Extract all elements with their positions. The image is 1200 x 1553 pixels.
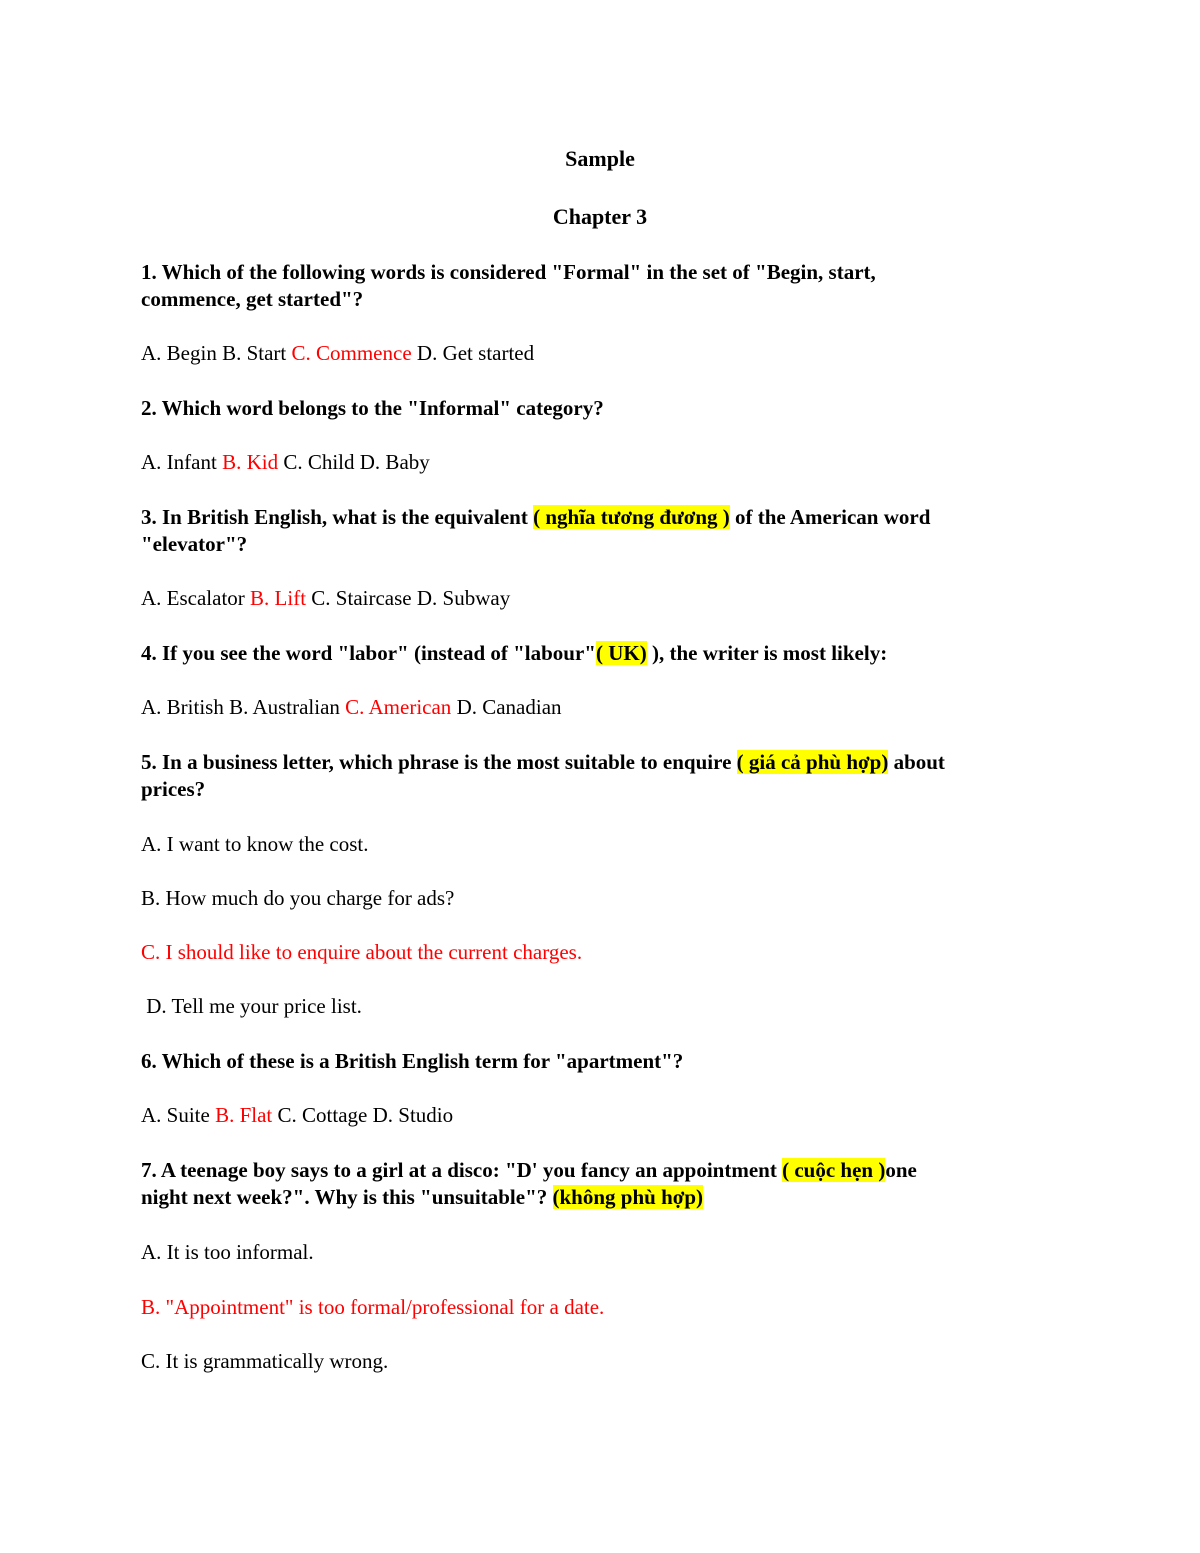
option-a: A. Escalator (141, 586, 245, 610)
option-a: A. British (141, 695, 224, 719)
option-d: D. Baby (359, 450, 430, 474)
option-c: C. Staircase (311, 586, 412, 610)
question-5-pre: 5. In a business letter, which phrase is the most suitable to enquire (141, 750, 737, 774)
question-7-pre: 7. A teenage boy says to a girl at a disco: "D' you fancy an appointment (141, 1158, 783, 1182)
option-a: A. Suite (141, 1103, 210, 1127)
question-7-post: one (885, 1158, 917, 1182)
question-4-post: ), the writer is most likely: (646, 641, 888, 665)
question-7-line2-pre: night next week?". Why is this "unsuitable"? (141, 1185, 553, 1209)
question-7-option-a: A. It is too informal. (141, 1240, 314, 1264)
question-4-options (141, 694, 562, 721)
question-7-text-line2 (141, 1184, 1061, 1211)
chapter-heading: Chapter 3 (552, 204, 648, 229)
option-d: D. Get started (416, 341, 535, 365)
option-d: D. Canadian (456, 695, 562, 719)
question-5-translation-highlight: ( giá cả phù hợp) (736, 750, 889, 774)
option-b-correct: B. Flat (215, 1103, 273, 1127)
question-2-options (141, 449, 430, 476)
option-c: C. Child (283, 450, 355, 474)
option-b: B. Australian (229, 695, 340, 719)
question-6-text: 6. Which of these is a British English term for "apartment"? (141, 1049, 684, 1073)
question-3-text-line2: "elevator"? (141, 532, 248, 556)
question-1-text-line1: 1. Which of the following words is considered "Formal" in the set of "Begin, start, (141, 260, 876, 284)
question-3-post: of the American word (729, 505, 931, 529)
question-4-translation-highlight: ( UK) (595, 641, 647, 665)
question-3-text-line1 (141, 504, 1061, 531)
question-5-option-b: B. How much do you charge for ads? (141, 886, 455, 910)
question-4-text (141, 640, 1061, 667)
option-c: C. Cottage (277, 1103, 368, 1127)
option-d: D. Subway (416, 586, 511, 610)
question-3-pre: 3. In British English, what is the equivalent (141, 505, 534, 529)
question-5-option-a: A. I want to know the cost. (141, 832, 369, 856)
question-7-option-c: C. It is grammatically wrong. (141, 1349, 389, 1373)
question-7-option-b-correct: B. "Appointment" is too formal/professional for a date. (141, 1295, 605, 1319)
question-3-translation-highlight: ( nghĩa tương đương ) (533, 505, 730, 529)
option-b-correct: B. Lift (250, 586, 307, 610)
question-1-text-line2: commence, get started"? (141, 287, 364, 311)
question-5-option-c-correct: C. I should like to enquire about the current charges. (141, 940, 583, 964)
option-c-correct: C. American (345, 695, 452, 719)
question-4-pre: 4. If you see the word "labor" (instead of "labour" (141, 641, 596, 665)
question-3-options (141, 585, 510, 612)
option-a: A. Begin (141, 341, 217, 365)
question-7-translation-highlight: ( cuộc hẹn ) (782, 1158, 886, 1182)
option-a: A. Infant (141, 450, 217, 474)
question-5-text-line2: prices? (141, 777, 206, 801)
question-1-options (141, 340, 534, 367)
question-5-post: about (888, 750, 945, 774)
option-d: D. Studio (372, 1103, 454, 1127)
question-2-text: 2. Which word belongs to the "Informal" category? (141, 396, 604, 420)
question-5-option-d: D. Tell me your price list. (141, 994, 362, 1018)
question-7-line2-highlight: (không phù hợp) (552, 1185, 704, 1209)
option-c-correct: C. Commence (291, 341, 412, 365)
document-title: Sample (565, 146, 635, 171)
option-b-correct: B. Kid (222, 450, 279, 474)
question-6-options (141, 1102, 453, 1129)
question-5-text-line1 (141, 749, 1061, 776)
option-b: B. Start (222, 341, 287, 365)
question-7-text-line1 (141, 1157, 1061, 1184)
